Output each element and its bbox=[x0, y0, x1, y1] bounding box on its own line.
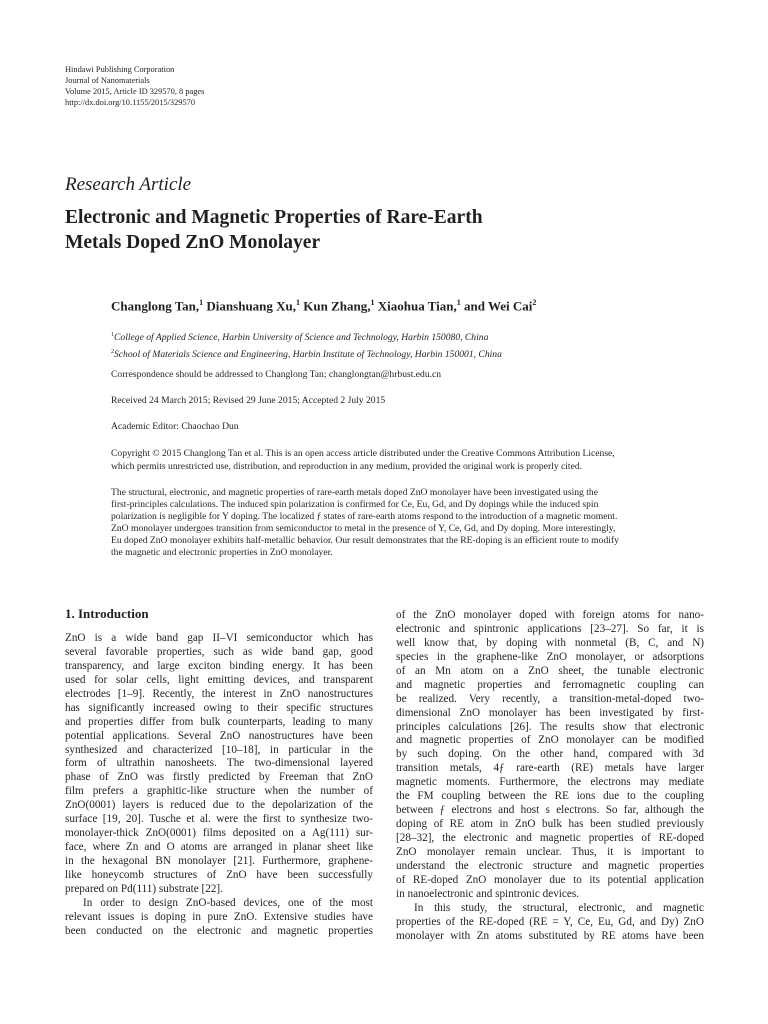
body-line: film prefers a graphitic-like structure when the number of bbox=[65, 785, 373, 798]
body-line: of the ZnO monolayer doped with foreign atoms for nano- bbox=[396, 609, 704, 621]
affiliation-mark: 2 bbox=[532, 298, 537, 307]
correspondence: Correspondence should be addressed to Changlong Tan; changlongtan@hrbust.edu.cn bbox=[111, 369, 442, 380]
volume-info: Volume 2015, Article ID 329570, 8 pages bbox=[65, 87, 205, 96]
doi-link[interactable]: http://dx.doi.org/10.1155/2015/329570 bbox=[65, 98, 196, 107]
body-line: species in the graphene-like ZnO monolayer, or adsorptions bbox=[396, 650, 704, 663]
body-line: synthesized and characterized [10–18], in particular in the bbox=[65, 743, 373, 756]
body-line: face, where Zn and O atoms are arranged in planar sheet like bbox=[65, 841, 373, 854]
copyright-notice bbox=[111, 447, 711, 473]
body-line: understand the electronic structure and magnetic properties bbox=[396, 859, 704, 872]
body-line: surface [19, 20]. Tusche et al. were the first to synthesize two- bbox=[65, 813, 373, 826]
publication-dates: Received 24 March 2015; Revised 29 June 2015; Accepted 2 July 2015 bbox=[111, 395, 386, 406]
abstract-line: the magnetic and electronic properties in ZnO monolayer. bbox=[111, 547, 333, 558]
body-line: in nanoelectronic and spintronic devices. bbox=[396, 887, 579, 900]
body-line: potential applications. Several ZnO nanostructures have been bbox=[65, 729, 373, 742]
title-line-1: Electronic and Magnetic Properties of Rare-Earth bbox=[65, 207, 483, 228]
affiliation-text: College of Applied Science, Harbin University of Science and Technology, Harbin 150080, China bbox=[114, 332, 489, 344]
body-line: relevant issues is doping in pure ZnO. Extensive studies have bbox=[65, 910, 373, 923]
body-line: In order to design ZnO-based devices, one of the most bbox=[83, 896, 373, 909]
author-list bbox=[111, 298, 536, 314]
body-line: been conducted on the electronic and magnetic properties bbox=[65, 924, 373, 937]
author-name: Dianshuang Xu, bbox=[203, 298, 297, 314]
journal-name: Journal of Nanomaterials bbox=[65, 76, 150, 85]
author-name: Changlong Tan, bbox=[111, 298, 200, 314]
body-line: well know that, by doping with nonmetal (B, C, and N) bbox=[396, 636, 704, 649]
body-line: electrodes [1–9]. Recently, the interest in ZnO nanostructures bbox=[65, 687, 373, 700]
affiliation-number: 1 bbox=[111, 332, 114, 338]
affiliation-number: 2 bbox=[111, 349, 114, 356]
body-line: transition metals, 4ƒ rare-earth (RE) metals have larger bbox=[396, 762, 704, 775]
body-line: of an Mn atom on a ZnO sheet, the tunable electronic bbox=[396, 664, 704, 677]
body-line: dimensional ZnO monolayer has been investigated by first- bbox=[396, 706, 704, 719]
body-line: prepared on Pd(111) substrate [22]. bbox=[65, 882, 223, 895]
abstract-line: Eu doped ZnO monolayer exhibits half-metallic behavior. Our result demonstrates that the RE-doping is an efficient route to modify bbox=[111, 535, 619, 546]
body-line: ZnO monolayer remain unclear. Thus, it is important to bbox=[396, 845, 704, 858]
title-line-2: Metals Doped ZnO Monolayer bbox=[65, 232, 321, 253]
body-line: in the hexagonal BN monolayer [21]. Furthermore, graphene- bbox=[65, 855, 373, 867]
affiliation-text: School of Materials Science and Engineering, Harbin Institute of Technology, Harbin 150001, China bbox=[114, 349, 502, 361]
body-line: by such doping. On the other hand, compared with 3d bbox=[396, 748, 704, 761]
abstract-line: The structural, electronic, and magnetic properties of rare-earth metals doped ZnO monolayer have been investigated using the bbox=[111, 487, 598, 498]
left-column bbox=[65, 632, 373, 939]
body-line: ZnO is a wide band gap II–VI semiconductor which has bbox=[65, 632, 373, 644]
body-line: between ƒ electrons and host s electrons. So far, although the bbox=[396, 804, 704, 817]
article-type: Research Article bbox=[65, 174, 192, 195]
affiliation-2 bbox=[111, 345, 502, 362]
abstract bbox=[111, 487, 711, 559]
body-line: used for solar cells, light emitting devices, and transparent bbox=[65, 673, 373, 686]
body-line: several favorable properties, such as wide band gap, good bbox=[65, 645, 373, 658]
affiliation-1 bbox=[111, 328, 502, 345]
right-column bbox=[396, 609, 704, 944]
body-line: phase of ZnO was firstly predicted by Freeman that ZnO bbox=[65, 771, 373, 784]
affiliation-mark: 1 bbox=[199, 298, 204, 307]
copyright-line: Copyright © 2015 Changlong Tan et al. This is an open access article distributed under the Creative Commons Attribution License, bbox=[111, 448, 615, 459]
body-line: and magnetic properties and ferromagnetic coupling can bbox=[396, 678, 704, 691]
copyright-line: which permits unrestricted use, distribution, and reproduction in any medium, provided the original work is properly cited. bbox=[111, 461, 583, 472]
body-line: monolayer-thick ZnO(0001) films deposited on a Ag(111) sur- bbox=[65, 827, 373, 840]
body-line: be realized. Very recently, a transition-metal-doped two- bbox=[396, 692, 704, 705]
body-line: monolayer with Zn atoms substituted by RE atoms have been bbox=[396, 929, 704, 942]
academic-editor: Academic Editor: Chaochao Dun bbox=[111, 421, 239, 432]
author-name: Xiaohua Tian, bbox=[374, 298, 457, 314]
body-line: magnetic moments. Furthermore, the electrons may mediate bbox=[396, 776, 704, 789]
journal-header bbox=[65, 64, 365, 108]
abstract-line: polarization is negligible for Y doping. The localized ƒ states of rare-earth atoms respond to the introduction of a magnetic moment. bbox=[111, 511, 618, 522]
section-heading: 1. Introduction bbox=[65, 606, 149, 621]
paper-title bbox=[65, 205, 705, 255]
affiliation-mark: 1 bbox=[456, 298, 461, 307]
body-line: transparency, and large exciton binding energy. It has been bbox=[65, 659, 373, 672]
body-line: like honeycomb structures of ZnO have been successfully bbox=[65, 868, 373, 881]
author-name: and Wei Cai bbox=[460, 298, 533, 314]
affiliations bbox=[111, 328, 502, 362]
body-line: doping of RE atom in ZnO bulk has been studied previously bbox=[396, 818, 704, 831]
body-line: of RE-doped ZnO monolayer due to its potential application bbox=[396, 873, 704, 886]
body-line: the FM coupling between the RE ions due to the coupling bbox=[396, 790, 704, 803]
abstract-line: ZnO monolayer undergoes transition from semiconductor to metal in the presence of Y, Ce, Gd, and Dy doping. More interestingly, bbox=[111, 523, 616, 534]
body-line: has significantly increased owing to their specific structures bbox=[65, 701, 373, 714]
body-line: and properties differ from bulk counterparts, leading to many bbox=[65, 715, 373, 728]
body-line: properties of the RE-doped (RE = Y, Ce, Eu, Gd, and Dy) ZnO bbox=[396, 915, 704, 928]
body-line: and magnetic properties of ZnO monolayer can be modified bbox=[396, 734, 704, 747]
body-line: form of ultrathin nanosheets. The two-dimensional layered bbox=[65, 757, 373, 770]
abstract-line: first-principles calculations. The induced spin polarization is confirmed for Ce, Eu, Gd, and Dy dopings while the induced spin bbox=[111, 499, 599, 510]
body-line: principles calculations [26]. The results show that electronic bbox=[396, 720, 704, 733]
author-name: Kun Zhang, bbox=[300, 298, 371, 314]
body-line: [28–32], the electronic and magnetic properties of RE-doped bbox=[396, 832, 704, 844]
body-line: electronic and spintronic applications [23–27]. So far, it is bbox=[396, 622, 704, 635]
body-line: In this study, the structural, electronic, and magnetic bbox=[414, 901, 704, 914]
publisher: Hindawi Publishing Corporation bbox=[65, 65, 175, 74]
affiliation-mark: 1 bbox=[370, 298, 375, 307]
body-line: ZnO(0001) layers is reduced due to the depolarization of the bbox=[65, 799, 373, 812]
affiliation-mark: 1 bbox=[296, 298, 301, 307]
